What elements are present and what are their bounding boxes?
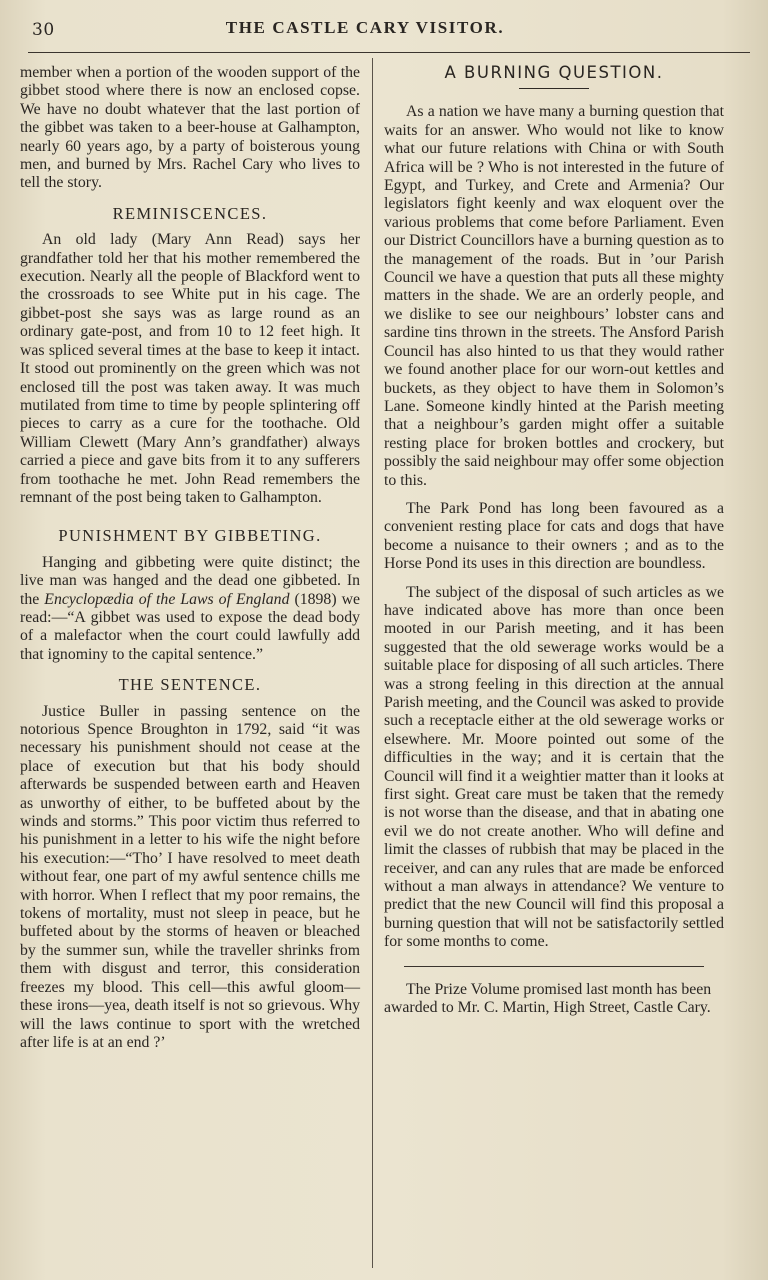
article-paragraph-1: As a nation we have many a burning question that waits for an answer. Who would not like to know what our future relations with China or with South Africa will be ? Who is not interested in the future of Egypt, and Turkey, and Crete and Armenia? Our legislators fight keenly and wax eloquent over the various problems that come before Parliament. Even our District Councillors have a burning question as to the management of the roads. But in ’our Parish Council we have a question that puts all these mighty matters in the shade. We are an orderly people, and we dislike to see our neighbours’ lobster cans and sardine tins thrown in the streets. The Ansford Parish Council has also hinted to us that they would rather we found another place for our worn-out kettles and buckets, as they object to have them in Solomon’s Lane. Someone kindly hinted at the Parish meeting that a neighbour’s garden might offer a suitable resting place for broken bottles and crockery, but possibly the said neighbour may offer some objection to this.: [384, 103, 724, 489]
article-paragraph-2: The Park Pond has long been favoured as a convenient resting place for cats and dogs that have become a nuisance to their owners ; and as to the Horse Pond its uses in this direction are boundless.: [384, 499, 724, 573]
column-divider: [372, 58, 373, 1268]
punishment-text-pre: Hanging and gibbeting were quite distinct; the live man was hanged and the dead one gibbeted. In the: [20, 553, 360, 608]
punishment-text-post: (1898) we read:—“A gibbet was used to expose the dead body of a malefactor when the court could lawfully add that ignominy to the capital sentence.”: [20, 590, 360, 663]
article-paragraph-3: The subject of the disposal of such articles as we have indicated above has more than once been mooted in our Parish meeting, and it has been suggested that the old sewerage works would be a suitable place for disposing of all such articles. There was a strong feeling in this direction at the annual Parish meeting, and the Council was asked to provide such a receptacle either at the old sewerage works or elsewhere. Mr. Moore pointed out some of the difficulties in the way; and it is certain that the Council will find it a weightier matter than it looks at first sight. Great care must be taken that the remedy is not worse than the disease, and that in abating one evil we do not create another. Who will define and limit the classes of rubbish that may be placed in the receiver, and can any rules that are made be enforced without a man always in attendance? We venture to predict that the new Council will find this proposal a burning question that will not be satisfactorily settled for some months to come.: [384, 583, 724, 951]
left-column: [20, 64, 360, 1052]
page-number: 30: [32, 20, 55, 40]
reminiscences-paragraph: An old lady (Mary Ann Read) says her grandfather told her that his mother remembered the execution. Nearly all the people of Blackford went to the crossroads to see White put in his cage. The gibbet-post she says was as large round as an ordinary gate-post, and from 10 to 12 feet high. It was spliced several times at the base to keep it intact. It stood out prominently on the green which was not enclosed till the post was taken away. It was much mutilated from time to time by people splintering off pieces to carry as a cure for the toothache. Old William Clewett (Mary Ann’s grandfather) always carried a piece and gave bits from it to any sufferers from toothache he met. John Read remembers the remnant of the post being taken to Galhampton.: [20, 231, 360, 506]
paragraph-gap: [384, 574, 724, 584]
right-column: [384, 64, 724, 1018]
title-underline: [519, 88, 589, 89]
punishment-paragraph: [20, 554, 360, 664]
article-end-rule: [404, 966, 704, 967]
paragraph-gap: [384, 490, 724, 500]
sentence-paragraph: Justice Buller in passing sentence on the notorious Spence Broughton in 1792, said “it was necessary his punishment should not cease at the place of execution but that his body should afterwards be suspended between earth and Heaven as unworthy of either, to be buffeted about by the winds and storms.” This poor victim thus referred to his punishment in a letter to his wife the night before his execution:—“Tho’ I have resolved to meet death without fear, one part of my awful sentence chills me with horror. When I reflect that my poor remains, the tokens of mortality, must not sleep in peace, but he buffeted about by the storms of heaven or bleached by the summer sun, while the traveller shrinks from them with disgust and terror, this consideration freezes my blood. This cell—this awful gloom—these irons—yea, death itself is not so grievous. Why will the laws continue to sport with the wretched after life is at an end ?’: [20, 702, 360, 1051]
article-title: A BURNING QUESTION.: [444, 63, 664, 82]
punishment-heading: PUNISHMENT BY GIBBETING.: [58, 526, 322, 546]
prize-notice: The Prize Volume promised last month has been awarded to Mr. C. Martin, High Street, Castle Cary.: [384, 980, 712, 1017]
gibbet-intro-paragraph: member when a portion of the wooden support of the gibbet stood where there is now an enclosed copse. We have no doubt whatever that the last portion of the gibbet was taken to a beer-house at Galhampton, nearly 60 years ago, by a party of boisterous young men, and burned by Mrs. Rachel Cary who lives to tell the story.: [20, 64, 360, 192]
running-header: [0, 18, 768, 48]
encyclopaedia-title: Encyclopædia of the Laws of England: [44, 590, 290, 608]
sentence-heading: THE SENTENCE.: [118, 675, 262, 695]
header-rule: [28, 52, 750, 53]
journal-title: THE CASTLE CARY VISITOR.: [225, 18, 505, 37]
reminiscences-heading: REMINISCENCES.: [112, 203, 268, 223]
